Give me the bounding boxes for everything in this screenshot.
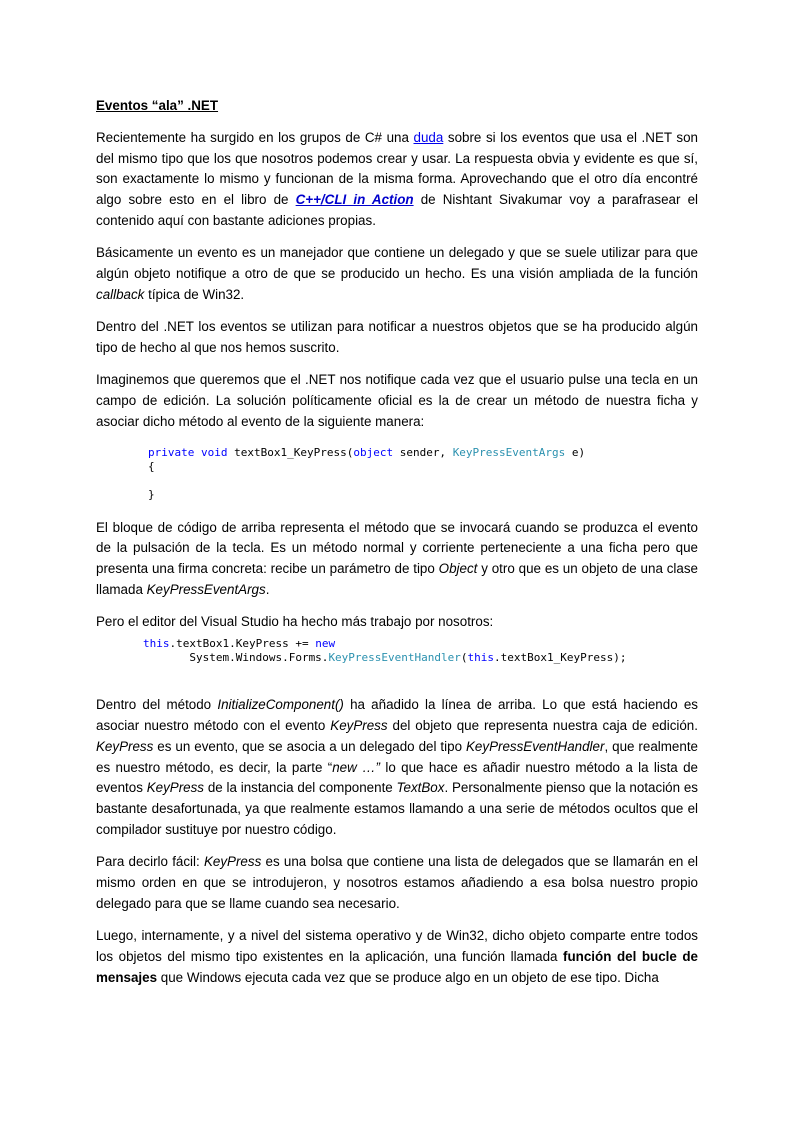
text: ha añadido la línea de arriba. Lo que está haciendo es asociar nuestro método con el evento [96,697,698,733]
code-block-handler [143,637,698,665]
text: Básicamente un evento es un manejador que contiene un delegado y que se suele utilizar para que algún objeto notifique a otro de que se producido un hecho. Es una visión ampliada de la función [96,245,698,282]
paragraph-example-intro: Imaginemos que queremos que el .NET nos notifique cada vez que el usuario pulse una tecla en un campo de edición. La solución políticamente oficial es la de crear un método de nuestra ficha y asociar dicho método al evento de la siguiente manera: [96,372,698,429]
bold-term: función del bucle de mensajes [96,948,698,985]
code-text: System.Windows.Forms. [143,651,329,665]
paragraph-keypress-bag [96,852,698,914]
text: Para decirlo fácil: [96,854,204,870]
code-text: .textBox1.KeyPress += [169,637,316,651]
paragraph-net-events: Dentro del .NET los eventos se utilizan para notificar a nuestros objetos que se ha producido algún tipo de hecho al que nos hemos suscrito. [96,319,698,355]
paragraph-event-definition [96,243,698,305]
text: es una bolsa que contiene una lista de delegados que se llamarán en el mismo orden en que se introdujeron, y nosotros estamos añadiendo a esa bolsa nuestro propio delegado para que se llame cuando sea necesario. [96,854,698,911]
text: y otro que es un objeto de una clase llamada [96,561,698,598]
emphasis: KeyPress [330,717,388,733]
keyword: private [148,445,195,459]
emphasis: KeyPressEventHandler [466,738,605,754]
text: Luego, internamente, y a nivel del sistema operativo y de Win32, dicho objeto comparte entre todos los objetos del mismo tipo existentes en la aplicación, una función llamada [96,928,698,964]
text: que Windows ejecuta cada vez que se produce algo en un objeto de ese tipo. Dicha [157,969,659,985]
text: Recientemente ha surgido en los grupos de C# una [96,129,414,145]
text: . Personalmente pienso que la notación es bastante desafortunada, ya que realmente estamos llamando a una serie de métodos ocultos que el compilador sustituye por nuestro código. [96,780,699,837]
text: es un evento, que se asocia a un delegado del tipo [153,738,466,754]
document-title: Eventos “ala” .NET [96,98,219,113]
code-text: e) [565,445,586,459]
paragraph-initialize-component [96,695,698,841]
type-name: KeyPressEventHandler [328,651,461,665]
keyword: void [200,445,228,459]
keyword: object [353,445,394,459]
book-link[interactable]: C++/CLI in Action [295,192,414,208]
emphasis: InitializeComponent() [217,697,344,713]
emphasis: Object [438,561,478,577]
text: de la instancia del componente [204,780,397,796]
type-name: KeyPressEventArgs [452,445,566,459]
text: . [265,582,270,598]
emphasis: callback [96,286,145,302]
code-line: } [148,487,155,501]
emphasis: KeyPress [146,780,205,796]
keyword: this [467,651,495,665]
text: de Nishtant Sivakumar voy a parafrasear el contenido aquí con bastante adiciones propias. [96,192,699,228]
code-text: ( [460,651,468,665]
text: Dentro del método [96,697,218,713]
code-line: { [148,459,155,473]
code-line-blank [148,474,698,488]
code-line [148,446,698,460]
duda-link[interactable]: duda [413,129,444,145]
paragraph-message-loop [96,926,698,988]
text: del objeto que representa nuestra caja de edición. [387,717,698,733]
emphasis: KeyPressEventArgs [146,582,266,598]
code-block-method [148,446,698,502]
code-text: sender, [393,445,453,459]
code-text: .textBox1_KeyPress); [494,651,627,665]
text: lo que hace es añadir nuestro método a la lista de eventos [96,759,698,796]
text: El bloque de código de arriba representa el método que se invocará cuando se produzca el evento de la pulsación de la tecla. Es un método normal y corriente perteneciente a una ficha pero que presenta una firma concreta: recibe un parámetro de tipo [96,519,698,577]
keyword: new [315,637,336,651]
code-text: textBox1_KeyPress( [227,445,354,459]
code-line [143,637,698,651]
paragraph-visual-studio: Pero el editor del Visual Studio ha hecho más trabajo por nosotros: [96,614,494,630]
text: sobre si los eventos que usa el .NET son del mismo tipo que los que nosotros podemos crear y usar. La respuesta obvia y evidente es que sí, son exactamente lo mismo y funcionan de la misma forma. Aprovechando que el otro día encontré algo sobre esto en el libro de [96,129,698,208]
paragraph-code-explanation [96,518,698,601]
text: típica de Win32. [144,286,245,302]
emphasis: new …” [332,759,381,775]
emphasis: KeyPress [203,854,262,870]
text: , que realmente es nuestro método, es decir, la parte “ [96,738,698,775]
emphasis: TextBox [396,780,445,796]
paragraph-intro [96,128,698,232]
code-line [143,651,698,665]
emphasis: KeyPress [96,738,154,754]
keyword: this [143,637,170,651]
document-page [96,96,698,1000]
